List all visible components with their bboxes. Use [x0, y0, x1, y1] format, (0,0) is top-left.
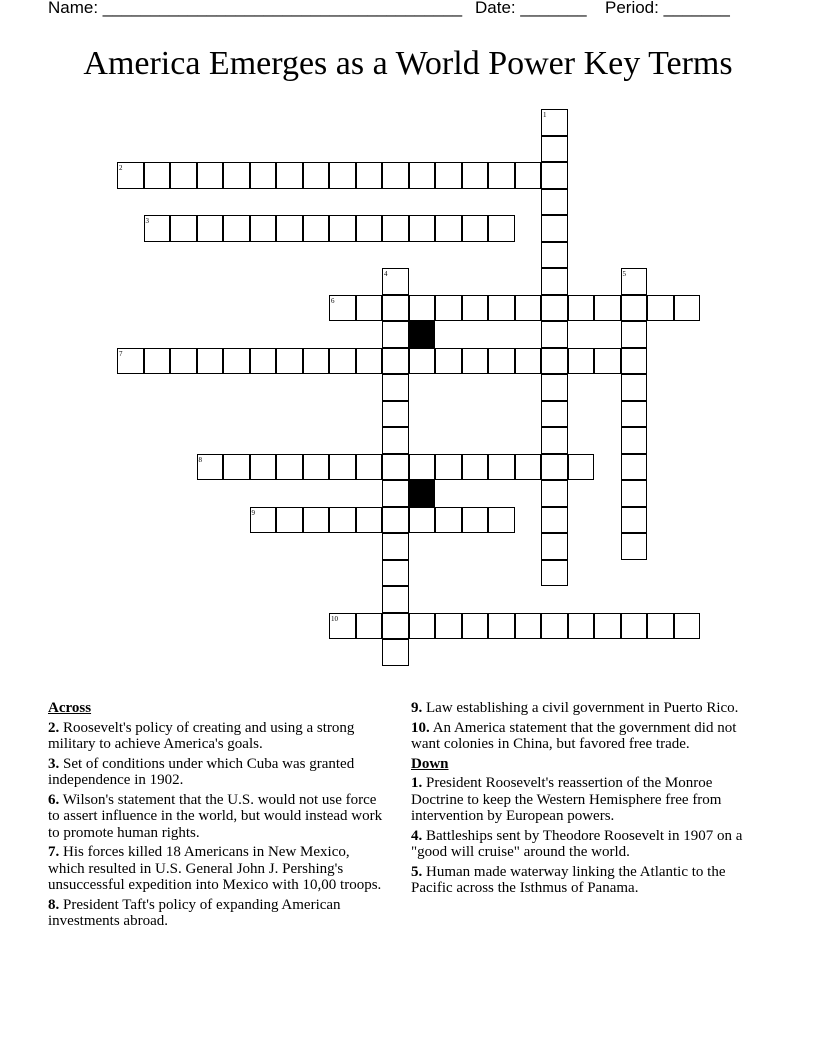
grid-cell[interactable]	[674, 613, 701, 640]
clues-column-left	[48, 700, 388, 933]
clue-number: 9.	[411, 700, 423, 716]
grid-cell[interactable]	[382, 427, 409, 454]
grid-cell[interactable]	[621, 374, 648, 401]
grid-cell[interactable]	[382, 268, 409, 295]
grid-cell[interactable]	[329, 613, 356, 640]
grid-cell[interactable]	[594, 295, 621, 322]
clue-number: 4.	[411, 827, 423, 844]
grid-cell[interactable]	[276, 454, 303, 481]
grid-cell[interactable]	[541, 454, 568, 481]
clue-text: Roosevelt's policy of creating and using a strong military to achieve America's goals.	[48, 719, 355, 752]
grid-cell[interactable]	[409, 613, 436, 640]
grid-cell[interactable]	[356, 295, 383, 322]
grid-cell[interactable]	[541, 189, 568, 216]
clue-number-label: 5	[622, 270, 626, 278]
grid-cell[interactable]	[488, 613, 515, 640]
grid-cell[interactable]	[223, 162, 250, 189]
grid-cell[interactable]	[144, 348, 171, 375]
grid-cell[interactable]	[541, 321, 568, 348]
grid-cell[interactable]	[409, 454, 436, 481]
grid-cell[interactable]	[170, 215, 197, 242]
grid-cell[interactable]	[276, 215, 303, 242]
grid-cell[interactable]	[144, 215, 171, 242]
grid-cell[interactable]	[197, 348, 224, 375]
grid-cell[interactable]	[462, 507, 489, 534]
grid-cell[interactable]	[250, 348, 277, 375]
grid-cell[interactable]	[568, 295, 595, 322]
clue-number-label: 6	[331, 296, 335, 305]
grid-cell[interactable]	[250, 454, 277, 481]
clue-text: President Roosevelt's reassertion of the Monroe Doctrine to keep the Western Hemisphere free from intervention by European powers.	[411, 775, 722, 824]
grid-cell[interactable]	[515, 162, 542, 189]
grid-cell[interactable]	[303, 215, 330, 242]
grid-cell[interactable]	[541, 533, 568, 560]
grid-cell[interactable]	[382, 613, 409, 640]
clue-number-label: 8	[198, 455, 202, 464]
grid-cell[interactable]	[541, 613, 568, 640]
grid-cell[interactable]	[488, 162, 515, 189]
clue-number: 2.	[48, 719, 60, 736]
grid-cell[interactable]	[356, 507, 383, 534]
grid-cell[interactable]	[621, 295, 648, 322]
grid-cell[interactable]	[303, 507, 330, 534]
grid-cell[interactable]	[197, 454, 224, 481]
grid-cell[interactable]	[382, 586, 409, 613]
grid-cell[interactable]	[515, 454, 542, 481]
clue-down-1	[411, 775, 761, 825]
clue-text: Human made waterway linking the Atlantic to the Pacific across the Isthmus of Panama.	[411, 863, 726, 896]
grid-cell[interactable]	[462, 613, 489, 640]
clue-across-8	[48, 897, 388, 930]
grid-cell[interactable]	[356, 348, 383, 375]
grid-cell[interactable]	[541, 560, 568, 587]
grid-cell[interactable]	[621, 321, 648, 348]
clue-text: Law establishing a civil government in Puerto Rico.	[426, 700, 739, 716]
grid-cell[interactable]	[197, 215, 224, 242]
grid-cell[interactable]	[541, 268, 568, 295]
grid-cell[interactable]	[276, 507, 303, 534]
grid-cell[interactable]	[488, 348, 515, 375]
clue-number-label: 2	[119, 164, 123, 172]
clues-column-right	[411, 700, 761, 900]
grid-cell[interactable]	[621, 480, 648, 507]
grid-cell[interactable]	[250, 507, 277, 534]
grid-cell[interactable]	[515, 613, 542, 640]
grid-cell[interactable]	[329, 162, 356, 189]
clue-number: 3.	[48, 755, 60, 772]
grid-cell[interactable]	[382, 401, 409, 428]
grid-cell[interactable]	[382, 295, 409, 322]
clue-across-9	[411, 700, 761, 717]
grid-cell[interactable]	[541, 136, 568, 163]
grid-cell[interactable]	[329, 454, 356, 481]
clue-number-label: 10	[331, 614, 338, 623]
grid-cell[interactable]	[541, 295, 568, 322]
grid-cell[interactable]	[435, 613, 462, 640]
grid-cell[interactable]	[356, 454, 383, 481]
grid-cell[interactable]	[541, 480, 568, 507]
grid-cell[interactable]	[568, 454, 595, 481]
grid-cell[interactable]	[541, 348, 568, 375]
grid-cell[interactable]	[515, 295, 542, 322]
date-field[interactable]: Date: _______	[475, 0, 587, 17]
grid-cell[interactable]	[144, 162, 171, 189]
grid-cell[interactable]	[594, 348, 621, 375]
clue-number-label: 3	[145, 217, 149, 225]
grid-cell[interactable]	[276, 348, 303, 375]
grid-cell[interactable]	[488, 295, 515, 322]
grid-cell[interactable]	[674, 295, 701, 322]
grid-cell[interactable]	[329, 215, 356, 242]
clue-text: His forces killed 18 Americans in New Mexico, which resulted in U.S. General John J. Pershing's unsuccessful expedition into Mexico with 10,00 troops.	[48, 844, 382, 893]
grid-cell[interactable]	[329, 507, 356, 534]
grid-cell[interactable]	[303, 454, 330, 481]
page-title: America Emerges as a World Power Key Terms	[83, 45, 733, 82]
clue-number: 10.	[411, 719, 430, 736]
clue-number-label: 4	[384, 270, 388, 278]
grid-cell[interactable]	[541, 109, 568, 136]
grid-cell[interactable]	[647, 295, 674, 322]
grid-cell[interactable]	[541, 427, 568, 454]
grid-cell[interactable]	[382, 348, 409, 375]
grid-cell[interactable]	[223, 454, 250, 481]
clue-text: An America statement that the government did not want colonies in China, but favored free trade.	[411, 719, 737, 752]
grid-cell[interactable]	[276, 162, 303, 189]
clue-text: Set of conditions under which Cuba was granted independence in 1902.	[48, 755, 355, 788]
grid-cell[interactable]	[303, 162, 330, 189]
grid-cell[interactable]	[594, 613, 621, 640]
black-square	[409, 321, 436, 348]
grid-cell[interactable]	[462, 215, 489, 242]
grid-cell[interactable]	[382, 454, 409, 481]
grid-cell[interactable]	[356, 215, 383, 242]
black-square	[409, 480, 436, 507]
grid-cell[interactable]	[541, 242, 568, 269]
grid-cell[interactable]	[409, 215, 436, 242]
grid-cell[interactable]	[435, 507, 462, 534]
clue-text: Wilson's statement that the U.S. would not use force to assert influence in the world, but would instead work to promote human rights.	[48, 791, 383, 841]
grid-cell[interactable]	[382, 215, 409, 242]
grid-cell[interactable]	[621, 348, 648, 375]
clue-number: 5.	[411, 863, 423, 880]
name-field[interactable]: Name: ______________________________________	[48, 0, 463, 17]
grid-cell[interactable]	[382, 162, 409, 189]
across-heading: Across	[48, 700, 92, 716]
clue-across-3	[48, 756, 388, 789]
grid-cell[interactable]	[250, 215, 277, 242]
grid-cell[interactable]	[621, 533, 648, 560]
clue-down-5	[411, 864, 761, 897]
grid-cell[interactable]	[435, 454, 462, 481]
grid-cell[interactable]	[435, 295, 462, 322]
grid-cell[interactable]	[488, 215, 515, 242]
grid-cell[interactable]	[435, 348, 462, 375]
grid-cell[interactable]	[223, 215, 250, 242]
grid-cell[interactable]	[541, 374, 568, 401]
grid-cell[interactable]	[435, 215, 462, 242]
clue-number: 7.	[48, 844, 60, 860]
grid-cell[interactable]	[329, 348, 356, 375]
grid-cell[interactable]	[435, 162, 462, 189]
grid-cell[interactable]	[409, 348, 436, 375]
grid-cell[interactable]	[621, 507, 648, 534]
clue-number: 6.	[48, 791, 60, 808]
clue-number-label: 9	[251, 508, 255, 517]
grid-cell[interactable]	[356, 613, 383, 640]
clue-number: 8.	[48, 896, 60, 913]
clue-across-7	[48, 844, 388, 894]
clue-number: 1.	[411, 775, 423, 791]
grid-cell[interactable]	[356, 162, 383, 189]
grid-cell[interactable]	[621, 613, 648, 640]
grid-cell[interactable]	[409, 162, 436, 189]
grid-cell[interactable]	[170, 348, 197, 375]
grid-cell[interactable]	[515, 348, 542, 375]
grid-cell[interactable]	[117, 348, 144, 375]
clue-number-label: 7	[119, 349, 123, 358]
grid-cell[interactable]	[409, 507, 436, 534]
grid-cell[interactable]	[382, 321, 409, 348]
grid-cell[interactable]	[170, 162, 197, 189]
grid-cell[interactable]	[250, 162, 277, 189]
down-heading: Down	[411, 755, 449, 772]
grid-cell[interactable]	[117, 162, 144, 189]
grid-cell[interactable]	[621, 401, 648, 428]
grid-cell[interactable]	[488, 454, 515, 481]
grid-cell[interactable]	[462, 162, 489, 189]
grid-cell[interactable]	[621, 268, 648, 295]
grid-cell[interactable]	[541, 162, 568, 189]
clue-text: Battleships sent by Theodore Roosevelt in 1907 on a "good will cruise" around the world.	[411, 827, 743, 860]
grid-cell[interactable]	[621, 454, 648, 481]
grid-cell[interactable]	[541, 507, 568, 534]
clue-across-6	[48, 792, 388, 842]
grid-cell[interactable]	[382, 480, 409, 507]
grid-cell[interactable]	[223, 348, 250, 375]
grid-cell[interactable]	[647, 613, 674, 640]
grid-cell[interactable]	[303, 348, 330, 375]
period-field[interactable]: Period: _______	[605, 0, 730, 17]
grid-cell[interactable]	[462, 295, 489, 322]
grid-cell[interactable]	[382, 639, 409, 666]
clue-across-2	[48, 720, 388, 753]
grid-cell[interactable]	[541, 401, 568, 428]
clue-across-10	[411, 720, 761, 753]
grid-cell[interactable]	[488, 507, 515, 534]
grid-cell[interactable]	[382, 507, 409, 534]
grid-cell[interactable]	[621, 427, 648, 454]
grid-cell[interactable]	[382, 560, 409, 587]
clue-text: President Taft's policy of expanding American investments abroad.	[48, 896, 341, 929]
clue-down-4	[411, 828, 761, 861]
grid-cell[interactable]	[568, 348, 595, 375]
grid-cell[interactable]	[541, 215, 568, 242]
grid-cell[interactable]	[382, 533, 409, 560]
grid-cell[interactable]	[409, 295, 436, 322]
clue-number-label: 1	[543, 111, 547, 119]
grid-cell[interactable]	[382, 374, 409, 401]
grid-cell[interactable]	[462, 454, 489, 481]
grid-cell[interactable]	[329, 295, 356, 322]
grid-cell[interactable]	[462, 348, 489, 375]
grid-cell[interactable]	[197, 162, 224, 189]
grid-cell[interactable]	[568, 613, 595, 640]
